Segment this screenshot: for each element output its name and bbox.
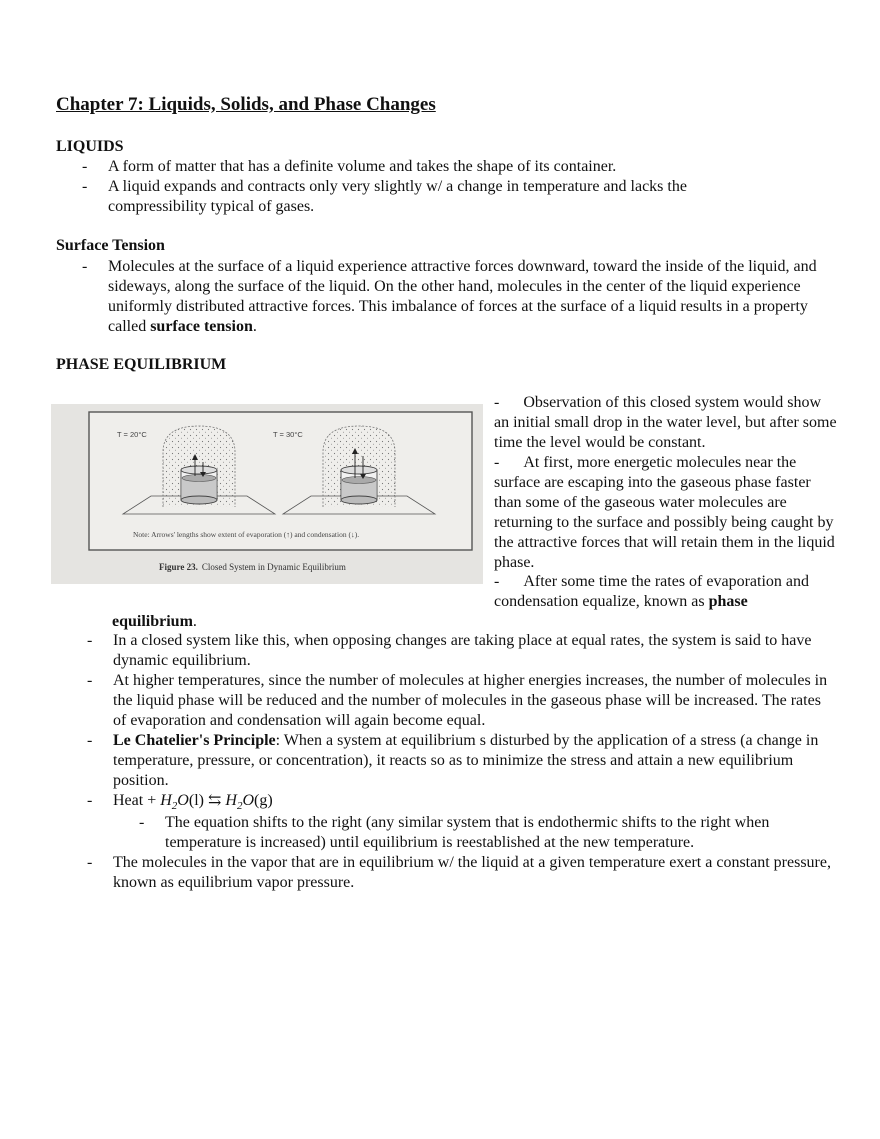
equilibrium-term-line: equilibrium. — [112, 613, 197, 630]
surface-tension-text: - Molecules at the surface of a liquid experience attractive forces downward, toward the inside of the liquid, and sideways, along the surface of the liquid. On the other hand, molecules in the center of the liquid experience uniformly distributed attractive forces. This imbalance of forces at the surface of a liquid results in a property called surface tension. — [82, 258, 817, 335]
phase-equilibrium-heading: PHASE EQUILIBRIUM — [56, 356, 227, 373]
lechatelier-item: - Le Chatelier's Principle: When a system at equilibrium s disturbed by the application of a stress (a change in temperature, pressure, or concentration), it reacts so as to minimize the stress and attain a new equilibrium position. — [87, 732, 819, 789]
page-title: Chapter 7: Liquids, Solids, and Phase Changes — [56, 94, 436, 115]
equilibrium-term: equilibrium — [112, 613, 193, 630]
liquids-heading: LIQUIDS — [56, 138, 124, 155]
list-item: - The molecules in the vapor that are in equilibrium w/ the liquid at a given temperature exert a constant pressure, known as equilibrium vapor pressure. — [87, 854, 831, 891]
list-item: - At higher temperatures, since the number of molecules at higher energies increases, the number of molecules in the liquid phase will be reduced and the number of molecules in the gaseous phase will be increased. The rates of evaporation and condensation will again become equal. — [87, 672, 828, 729]
figure-closed-system — [51, 404, 483, 584]
side-item: - At first, more energetic molecules near the surface are escaping into the gaseous phase faster than some of the gaseous water molecules are returning to the surface and possibly being caught by the attractive forces that will retain them in the liquid phase. — [494, 454, 835, 571]
surface-tension-term: surface tension — [150, 318, 253, 335]
surface-tension-heading: Surface Tension — [56, 237, 165, 254]
list-item: - A liquid expands and contracts only very slightly w/ a change in temperature and lacks the compressibility typical of gases. — [82, 178, 687, 215]
lechatelier-term: Le Chatelier's Principle — [113, 732, 276, 749]
phase-term: phase — [708, 593, 748, 610]
equation: - Heat + $H_2O(l)$ ⇆ $H_2O(g)$ — [87, 792, 273, 813]
figure-note: Note: Arrows' lengths show extent of evaporation (↑) and condensation (↓). — [133, 530, 360, 539]
figure-illustration — [51, 404, 483, 584]
figure-caption: Figure 23. Closed System in Dynamic Equilibrium — [159, 562, 346, 572]
list-item: - In a closed system like this, when opposing changes are taking place at equal rates, the system is said to have dynamic equilibrium. — [87, 632, 812, 669]
label-30c: T = 30°C — [273, 430, 303, 439]
list-item: - A form of matter that has a definite volume and takes the shape of its container. — [82, 158, 617, 175]
label-20c: T = 20°C — [117, 430, 147, 439]
sub-list-item: - The equation shifts to the right (any similar system that is endothermic shifts to the right when temperature is increased) until equilibrium is reestablished at the new temperature. — [139, 814, 770, 851]
side-item: - Observation of this closed system would show an initial small drop in the water level, but after some time the level would be constant. — [494, 394, 837, 451]
side-item: - After some time the rates of evaporation and condensation equalize, known as phase — [494, 573, 809, 610]
